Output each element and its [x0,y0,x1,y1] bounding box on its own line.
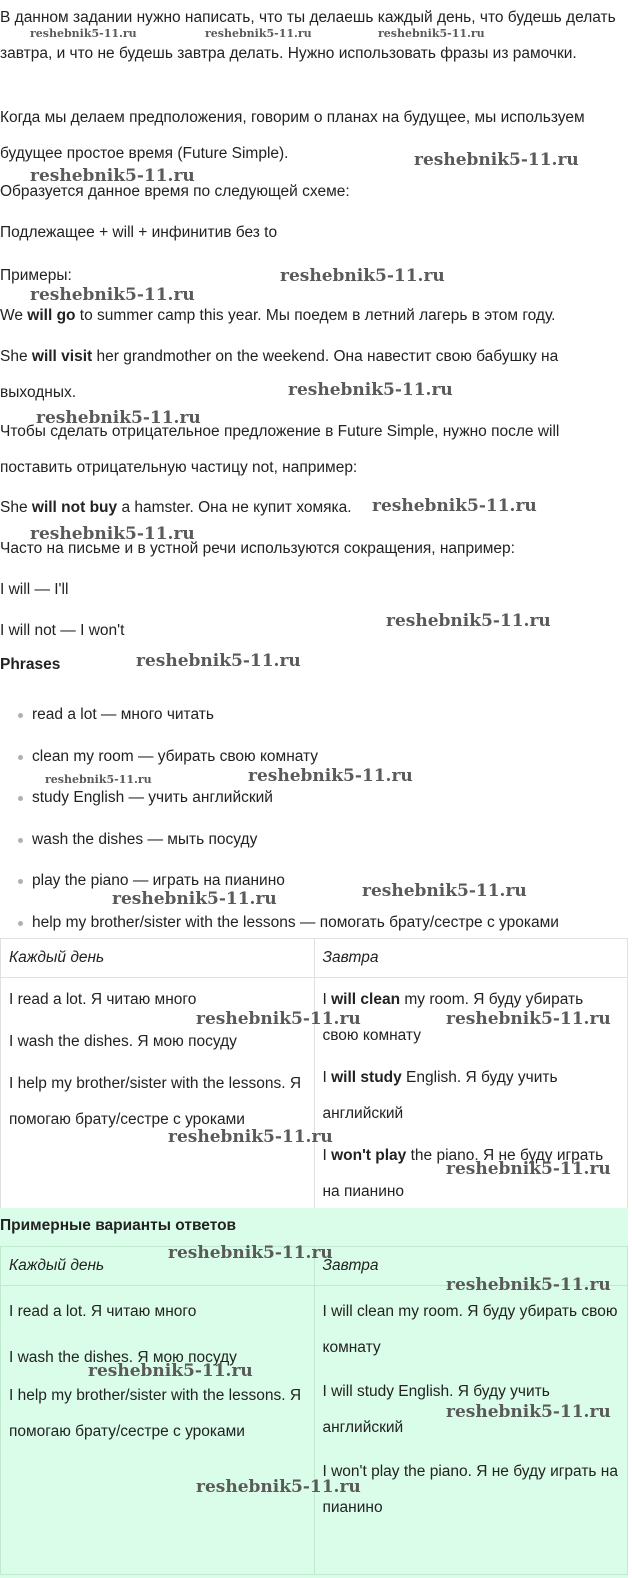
list-item: clean my room — убирать свою комнату [18,736,630,778]
negative-rule: Чтобы сделать отрицательное предложение в Future Simple, нужно после will поставить отрицательную частицу not, например: [0,423,560,476]
watermark: reshebnik5-11.ru [30,166,195,186]
intro-paragraph-task: В данном задании нужно написать, что ты делаешь каждый день, что будешь делать завтра, и что не будешь завтра делать. Нужно использовать фразы из рамочки. [0,9,616,62]
every-day-cell [1,1286,315,1575]
cell-line: I help my brother/sister with the lessons. Я помогаю брату/сестре с уроками [9,1075,302,1128]
intro-paragraph-future: Когда мы делаем предположения, говорим о планах на будущее, мы используем будущее простое время (Future Simple). [0,109,585,162]
task-table [0,938,628,1211]
phrases-list [0,694,630,943]
watermark: reshebnik5-11.ru [196,1009,361,1029]
cell-line: I won't play the piano. Я не буду играть на пианино [322,1463,618,1516]
answers-block [0,1208,628,1578]
watermark: reshebnik5-11.ru [136,651,301,671]
column-header-every-day: Каждый день [1,939,315,978]
column-header-tomorrow: Завтра [314,1247,628,1286]
cell-line: I wash the dishes. Я мою посуду [9,1349,237,1366]
watermark: reshebnik5-11.ru [446,1009,611,1029]
list-item: study English — учить английский [18,777,630,819]
cell-line: I won't play the piano. Я не буду играть на пианино [322,1147,604,1200]
cell-line: I read a lot. Я читаю много [9,991,197,1008]
watermark: reshebnik5-11.ru [280,266,445,286]
watermark: reshebnik5-11.ru [112,889,277,909]
list-item: read a lot — много читать [18,694,630,736]
column-header-every-day: Каждый день [1,1247,315,1286]
phrases-title: Phrases [0,656,61,673]
watermark: reshebnik5-11.ru [88,1361,253,1381]
example-will-not-buy: She will not buy a hamster. Она не купит хомяка. [0,499,352,516]
cell-line: I help my brother/sister with the lessons. Я помогаю брату/сестре с уроками [9,1387,302,1440]
watermark: reshebnik5-11.ru [248,766,413,786]
cell-line: I read a lot. Я читаю много [9,1303,197,1320]
answers-table [0,1246,628,1575]
cell-line: I will study English. Я буду учить английский [322,1383,550,1436]
column-header-tomorrow: Завтра [314,939,628,978]
cell-line: I will study English. Я буду учить английский [322,1069,558,1122]
watermark: reshebnik5-11.ru [205,27,312,40]
cell-line: I will clean my room. Я буду убирать свою комнату [322,991,584,1044]
watermark: reshebnik5-11.ru [446,1402,611,1422]
contraction-ill: I will — I'll [0,581,69,598]
example-we-will-go: We will go to summer camp this year. Мы поедем в летний лагерь в этом году. [0,307,556,324]
watermark: reshebnik5-11.ru [288,380,453,400]
watermark: reshebnik5-11.ru [372,496,537,516]
list-item: help my brother/sister with the lessons — помогать брату/сестре с уроками [18,902,630,944]
watermark: reshebnik5-11.ru [446,1159,611,1179]
watermark: reshebnik5-11.ru [30,27,137,40]
watermark: reshebnik5-11.ru [45,773,152,786]
contraction-wont: I will not — I won't [0,622,125,639]
list-item: wash the dishes — мыть посуду [18,819,630,861]
watermark: reshebnik5-11.ru [30,285,195,305]
tomorrow-cell [314,1286,628,1575]
watermark: reshebnik5-11.ru [36,408,201,428]
cell-line: I wash the dishes. Я мою посуду [9,1033,237,1050]
watermark: reshebnik5-11.ru [446,1275,611,1295]
intro-paragraph-scheme: Образуется данное время по следующей схеме: [0,183,350,200]
watermark: reshebnik5-11.ru [168,1243,333,1263]
watermark: reshebnik5-11.ru [386,611,551,631]
watermark: reshebnik5-11.ru [30,524,195,544]
watermark: reshebnik5-11.ru [196,1477,361,1497]
watermark: reshebnik5-11.ru [168,1127,333,1147]
answers-title: Примерные варианты ответов [0,1217,237,1234]
every-day-cell [1,978,315,1211]
list-item: play the piano — играть на пианино [18,860,630,902]
examples-label: Примеры: [0,267,72,284]
contractions-rule: Часто на письме и в устной речи используются сокращения, например: [0,540,515,557]
intro-formula: Подлежащее + will + инфинитив без to [0,224,278,241]
example-she-will-visit: She will visit her grandmother on the weekend. Она навестит свою бабушку на выходных. [0,348,559,401]
watermark: reshebnik5-11.ru [414,150,579,170]
watermark: reshebnik5-11.ru [378,27,485,40]
tomorrow-cell [314,978,628,1211]
cell-line: I will clean my room. Я буду убирать свою комнату [322,1303,618,1356]
watermark: reshebnik5-11.ru [362,881,527,901]
